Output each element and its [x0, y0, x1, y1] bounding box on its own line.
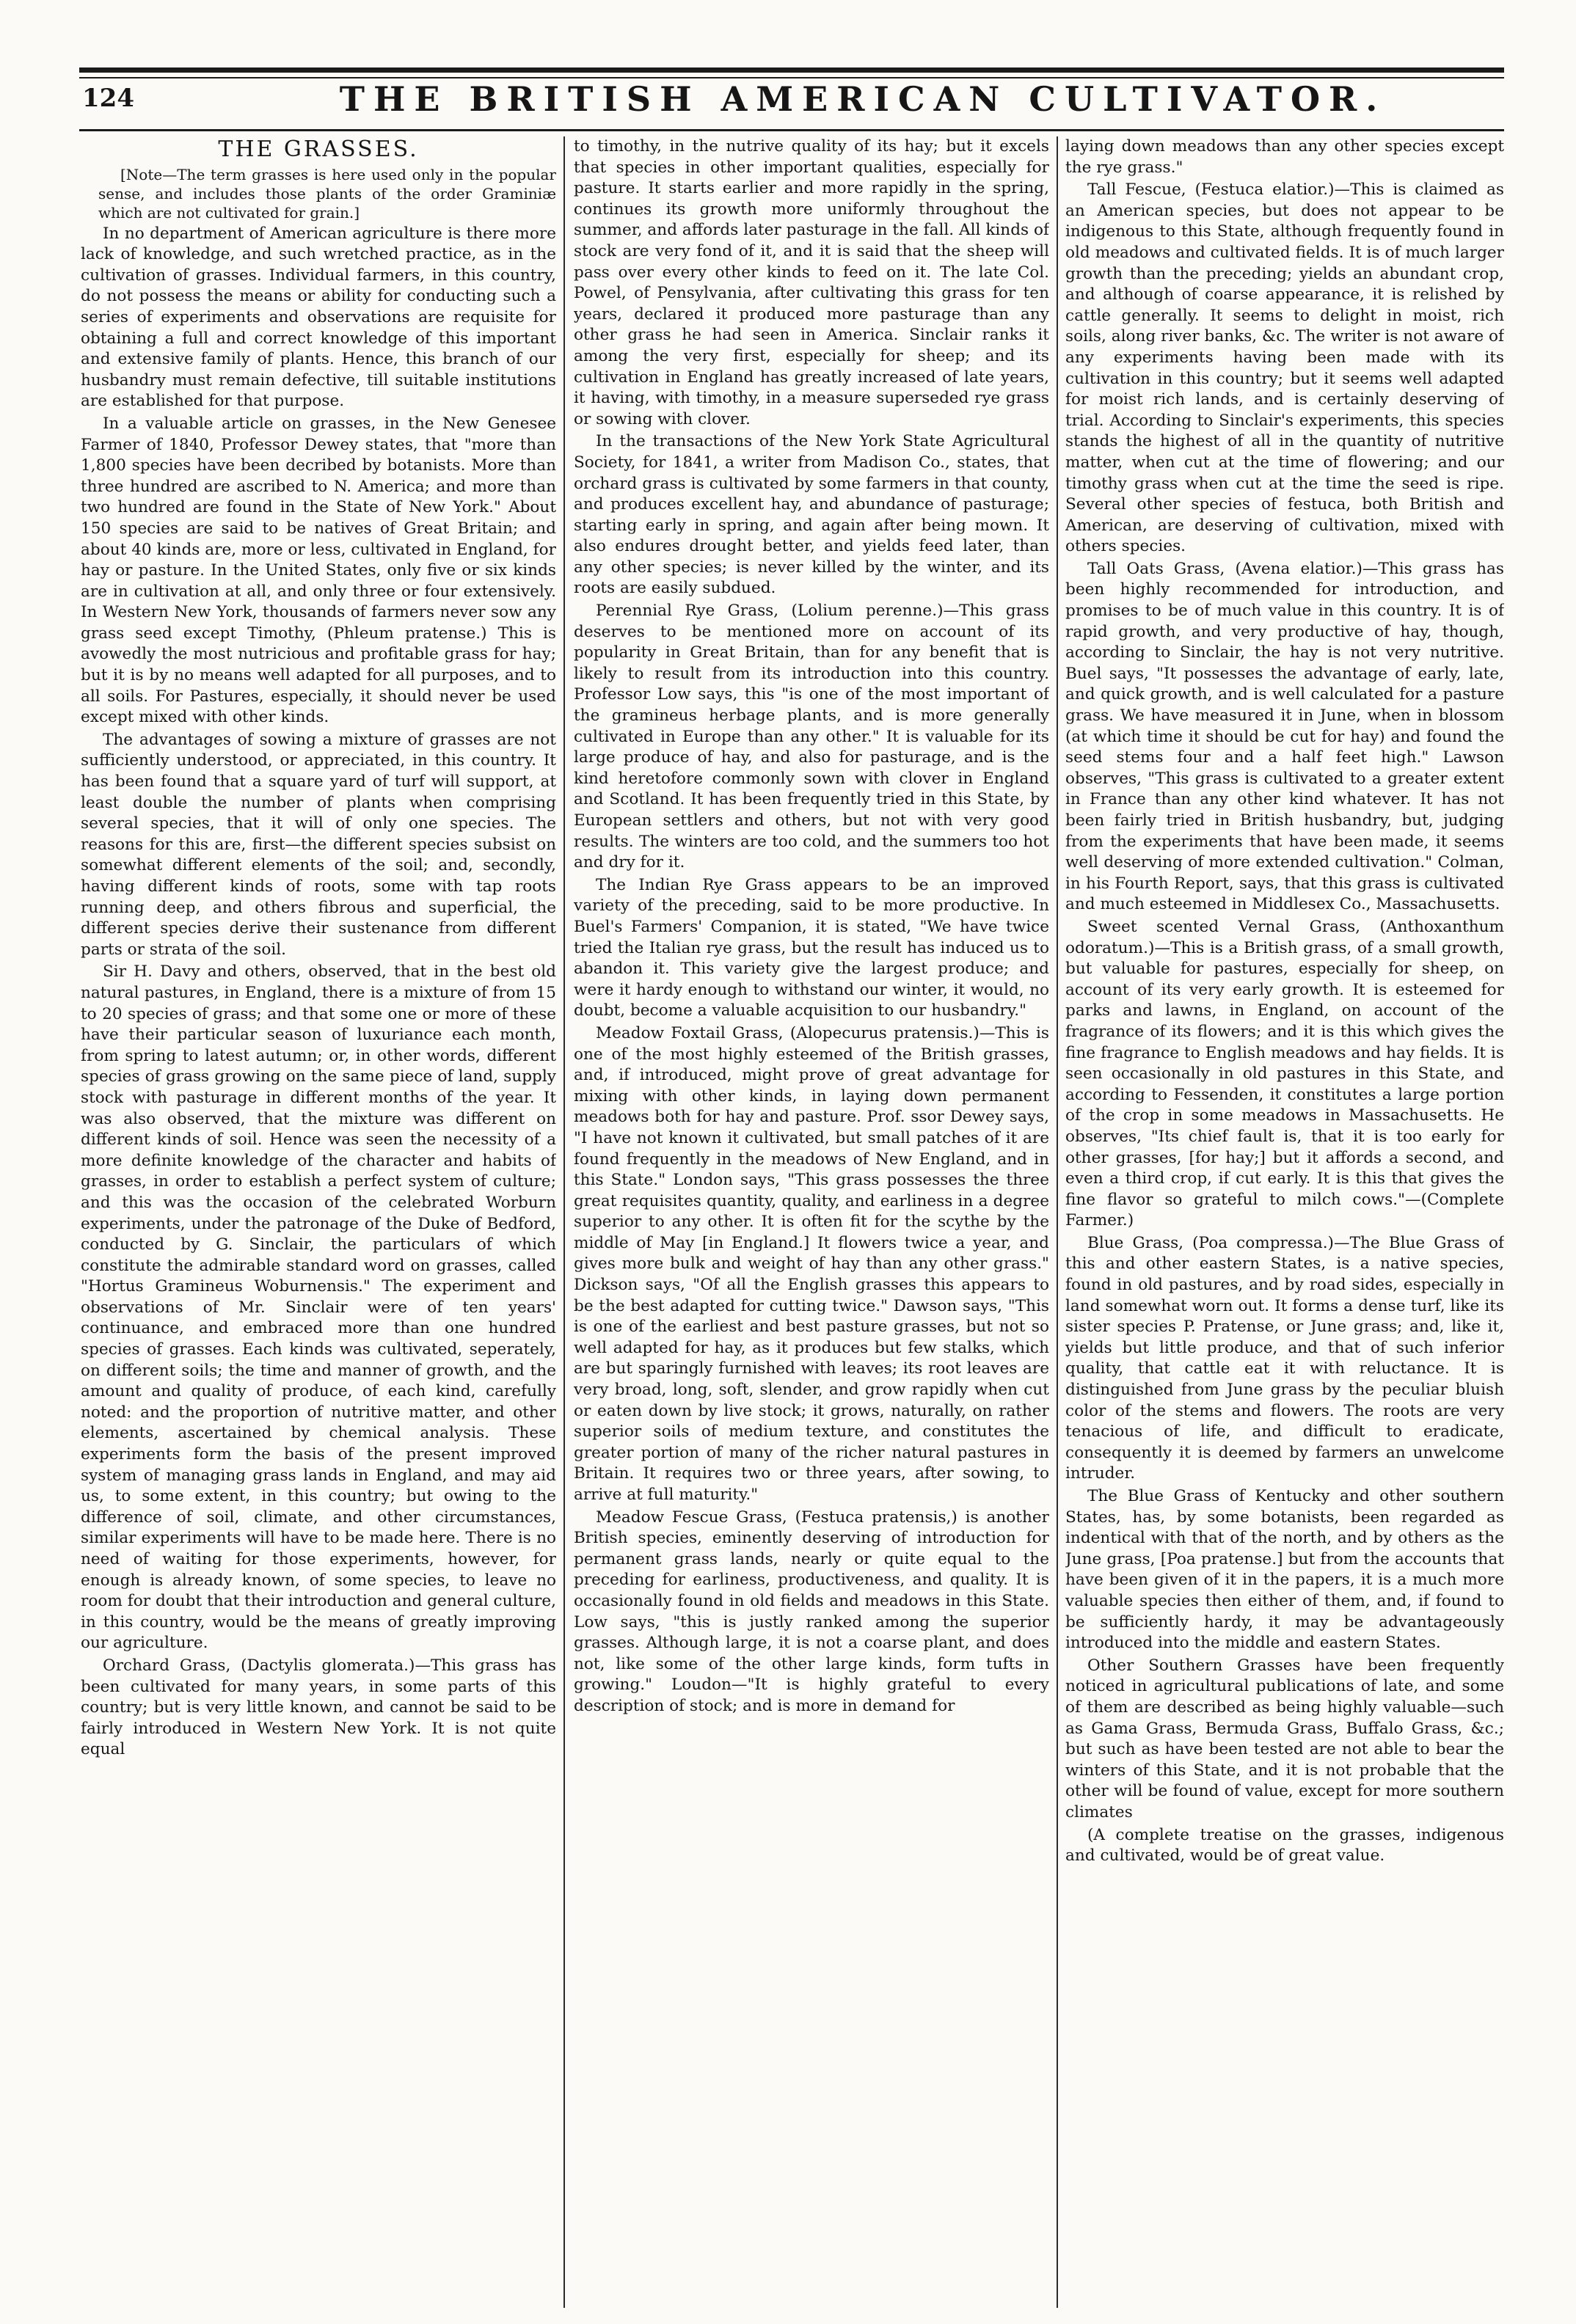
column-divider [1057, 136, 1058, 2308]
paragraph: In a valuable article on grasses, in the New Genesee Farmer of 1840, Professor Dewey states, that "more than 1,800 species have been decribed by botanists. More than three hundred are ascribed to N. America; and more than two hundred are found in the State of New York." About 150 species are said to be natives of Great Britain; and about 40 kinds are, more or less, cultivated in England, for hay or pasture. In the United States, only five or six kinds are in cultivation at all, and only three or four extensively. In Western New York, thousands of farmers never sow any grass seed except Timothy, (Phleum pratense.) This is avowedly the most nutricious and profitable grass for hay; but it is by no means well adapted for all purposes, and to all soils. For Pastures, especially, it should never be used except mixed with other kinds. [81, 414, 556, 727]
paragraph: Sir H. Davy and others, observed, that in the best old natural pastures, in England, there is a mixture of from 15 to 20 species of grass; and that some one or more of these have their particular season of luxuriance each month, from spring to latest autumn; or, in other words, different species of grass growing on the same piece of land, supply stock with pasturage in different months of the year. It was also observed, that the mixture was different on different kinds of soil. Hence was seen the necessity of a more definite knowledge of the character and habits of grasses, in order to establish a perfect system of culture; and this was the occasion of the celebrated Worburn experiments, under the patronage of the Duke of Bedford, conducted by G. Sinclair, the particulars of which constitute the admirable standard word on grasses, called "Hortus Gramineus Woburnensis." The experiment and observations of Mr. Sinclair were of ten years' continuance, and embraced more than one hundred species of grasses. Each kinds was cultivated, seperately, on different soils; the time and manner of growth, and the amount and quality of produce, of each kind, carefully noted: and the proportion of nutritive matter, and other elements, ascertained by chemical analysis. These experiments form the basis of the present improved system of managing grass lands in England, and may aid us, to some extent, in this country; but owing to the difference of soil, climate, and other circumstances, similar experiments will have to be made here. There is no need of waiting for those experiments, however, for enough is already known, of some species, to leave no room for doubt that their introduction and general culture, in this country, would be the means of greatly improving our agriculture. [81, 962, 556, 1653]
paragraph: In no department of American agriculture is there more lack of knowledge, and such wretched practice, as in the cultivation of grasses. Individual farmers, in this country, do not possess the means or ability for conducting such a series of experiments and observations are requisite for obtaining a full and correct knowledge of this important and extensive family of plants. Hence, this branch of our husbandry must remain defective, till suitable institutions are established for that purpose. [81, 224, 556, 411]
paragraph: The advantages of sowing a mixture of grasses are not sufficiently understood, or appreciated, in this country. It has been found that a square yard of turf will support, at least double the number of plants when comprising several species, that it will of only one species. The reasons for this are, first—the different species subsist on somewhat different elements of the soil; and, secondly, having different kinds of roots, some with tap roots running deep, and others fibrous and superficial, the different species derive their sustenance from different parts or strata of the soil. [81, 730, 556, 959]
column-3 [1065, 136, 1504, 2308]
page-number: 124 [82, 84, 134, 113]
paragraph: laying down meadows than any other species except the rye grass." [1065, 137, 1504, 177]
top-rule [79, 67, 1504, 73]
article-title: THE GRASSES. [218, 136, 419, 162]
paragraph: Meadow Foxtail Grass, (Alopecurus pratensis.)—This is one of the most highly esteemed of the British grasses, and, if introduced, might prove of great advantage for mixing with other kinds, in laying down permanent meadows both for hay and pasture. Prof. ssor Dewey says, "I have not known it cultivated, but small patches of it are found frequently in the meadows of New England, and in this State." London says, "This grass possesses the three great requisites quantity, quality, and earliness in a degree superior to any other. It is often fit for the scythe by the middle of May [in England.] It flowers twice a year, and gives more bulk and weight of hay than any other grass." Dickson says, "Of all the English grasses this appears to be the best adapted for cutting twice." Dawson says, "This is one of the earliest and best pasture grasses, but not so well adapted for hay, as it produces but few stalks, which are but sparingly furnished with leaves; its root leaves are very broad, long, soft, slender, and grow rapidly when cut or eaten down by live stock; it grows, naturally, on rather superior soils of medium texture, and constitutes the greater portion of many of the richer natural pastures in Britain. It requires two or three years, after sowing, to arrive at full maturity." [574, 1023, 1049, 1504]
paragraph: Meadow Fescue Grass, (Festuca pratensis,) is another British species, eminently deserving of introduction for permanent grass lands, nearly or quite equal to the preceding for earliness, productiveness, and quality. It is occasionally found in old fields and meadows in this State. Low says, "this is justly ranked among the superior grasses. Although large, it is not a coarse plant, and does not, like some of the other large kinds, form tufts in growing." Loudon—"It is highly grateful to every description of stock; and is more in demand for [574, 1508, 1049, 1715]
paragraph: Tall Fescue, (Festuca elatior.)—This is claimed as an American species, but does not appear to be indigenous to this State, although frequently found in old meadows and cultivated fields. It is of much larger growth than the preceding; yields an abundant crop, and although of coarse appearance, it is relished by cattle generally. It seems to delight in moist, rich soils, along river banks, &c. The writer is not aware of any experiments having been made with its cultivation in this country; but it seems well adapted for moist rich lands, and is certainly deserving of trial. According to Sinclair's experiments, this species stands the highest of all in the quantity of nutritive matter, when cut at the time of flowering; and our timothy grass when cut at the time the seed is ripe. Several other species of festuca, both British and American, are deserving of cultivation, mixed with others species. [1065, 180, 1504, 556]
header-rule [79, 129, 1504, 131]
paragraph: Perennial Rye Grass, (Lolium perenne.)—This grass deserves to be mentioned more on account of its popularity in Great Britain, than for any benefit that is likely to result from its introduction into this country. Professor Low says, this "is one of the most important of the gramineus herbage plants, and is more generally cultivated in Europe than any other." It is valuable for its large produce of hay, and also for pasturage, and is the kind heretofore commonly sown with clover in England and Scotland. It has been frequently tried in this State, by European settlers and others, but not with very good results. The winters are too cold, and the summers too hot and dry for it. [574, 602, 1049, 872]
page-header [82, 79, 1504, 126]
paragraph: Sweet scented Vernal Grass, (Anthoxanthum odoratum.)—This is a British grass, of a small growth, but valuable for pastures, especially for sheep, on account of its very early growth. It is esteemed for parks and lawns, in England, on account of the fragrance of its flowers; and it is this which gives the fine fragrance to English meadows and hay fields. It is seen occasionally in old pastures in this State, and according to Fessenden, it constitutes a large portion of the crop in some meadows in Massachusetts. He observes, "Its chief fault is, that it is too early for other grasses, [for hay;] but it affords a second, and even a third crop, if cut early. It is this that gives the fine flavor so grateful to milch cows."—(Complete Farmer.) [1065, 917, 1504, 1230]
paragraph: In the transactions of the New York State Agricultural Society, for 1841, a writer from Madison Co., states, that orchard grass is cultivated by some farmers in that county, and produces excellent hay, and abundance of pasturage; starting early in spring, and again after being mown. It also endures drought better, and yields feed later, than any other species; is never killed by the winter, and its roots are easily subdued. [574, 432, 1049, 598]
paragraph: The Blue Grass of Kentucky and other southern States, has, by some botanists, been regarded as indentical with that of the north, and by others as the June grass, [Poa pratense.] but from the accounts that have been given of it in the papers, it is a much more valuable species then either of them, and, if found to be sufficiently hardy, it may be advantageously introduced into the middle and eastern States. [1065, 1487, 1504, 1653]
article-note: [Note—The term grasses is here used only in the popular sense, and includes those plants of the order Graminiæ which are not cultivated for grain.] [98, 165, 556, 222]
paragraph: Tall Oats Grass, (Avena elatior.)—This grass has been highly recommended for introduction, and promises to be of much value in this country. It is of rapid growth, and very productive of hay, though, according to Sinclair, the hay is not very nutritive. Buel says, "It possesses the advantage of early, late, and quick growth, and is well calculated for a pasture grass. We have measured it in June, when in blossom (at which time it should be cut for hay) and found the seed stems four and a half feet high." Lawson observes, "This grass is cultivated to a greater extent in France than any other kind whatever. It has not been fairly tried in British husbandry, but, judging from the experiments that have been made, it seems well deserving of more extended cultivation." Colman, in his Fourth Report, says, that this grass is cultivated and much esteemed in Middlesex Co., Massachusetts. [1065, 559, 1504, 914]
paragraph: The Indian Rye Grass appears to be an improved variety of the preceding, said to be more productive. In Buel's Farmers' Companion, it is stated, "We have twice tried the Italian rye grass, but the result has induced us to abandon it. This variety give the largest produce; and were it hardy enough to withstand our winter, it would, no doubt, become a valuable acquisition to our husbandry." [574, 875, 1049, 1020]
paragraph: Orchard Grass, (Dactylis glomerata.)—This grass has been cultivated for many years, in some parts of this country; but is very little known, and cannot be said to be fairly introduced in Western New York. It is not quite equal [81, 1656, 556, 1759]
paragraph: (A complete treatise on the grasses, indigenous and cultivated, would be of great value. [1065, 1825, 1504, 1866]
column-1 [81, 136, 556, 2308]
paragraph: Other Southern Grasses have been frequently noticed in agricultural publications of late, and some of them are described as being highly valuable—such as Gama Grass, Bermuda Grass, Buffalo Grass, &c.; but such as have been tested are not able to bear the winters of this State, and it is not probable that the other will be found of value, except for more southern climates [1065, 1656, 1504, 1821]
column-divider [563, 136, 565, 2308]
top-rule-thin [79, 77, 1504, 78]
column-2 [574, 136, 1049, 2308]
masthead-title: THE BRITISH AMERICAN CULTIVATOR. [339, 79, 1387, 119]
paragraph: Blue Grass, (Poa compressa.)—The Blue Grass of this and other eastern States, is a native species, found in old pastures, and by road sides, especially in land somewhat worn out. It forms a dense turf, like its sister species P. Pratense, or June grass; and, like it, yields but little produce, and that of such inferior quality, that cattle eat it with reluctance. It is distinguished from June grass by the peculiar bluish color of the stems and flowers. The roots are very tenacious of life, and difficult to eradicate, consequently it is deemed by farmers an unwelcome intruder. [1065, 1233, 1504, 1483]
paragraph: to timothy, in the nutrive quality of its hay; but it excels that species in other important qualities, especially for pasture. It starts earlier and more rapidly in the spring, continues its growth more uniformly throughout the summer, and affords later pasturage in the fall. All kinds of stock are very fond of it, and it is said that the sheep will pass over every other kinds to feed on it. The late Col. Powel, of Pensylvania, after cultivating this grass for ten years, declared it produced more pasturage than any other grass he had seen in America. Sinclair ranks it among the very first, especially for sheep; and its cultivation in England has greatly increased of late years, it having, with timothy, in a measure superseded rye grass or sowing with clover. [574, 137, 1049, 428]
